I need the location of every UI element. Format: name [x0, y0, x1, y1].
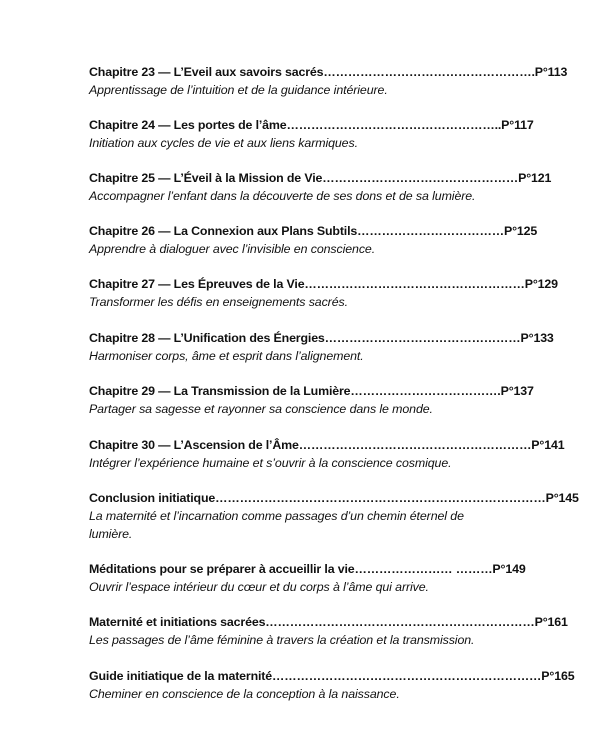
toc-entry-meditations: [89, 561, 526, 596]
toc-entry-chapter-23: [89, 64, 568, 99]
toc-entry-title[interactable]: Chapitre 26 — La Connexion aux Plans Subtils………………………………P°125: [89, 224, 538, 238]
toc-entry-title[interactable]: Conclusion initiatique………………………………………………………………………P°145: [89, 491, 579, 505]
toc-entry-guide-initiatique: [89, 668, 575, 703]
toc-entry-description: Intégrer l’expérience humaine et s’ouvrir à la conscience cosmique.: [89, 456, 452, 470]
toc-entry-description: La maternité et l’incarnation comme passages d’un chemin éternel de lumière.: [89, 509, 464, 541]
toc-entry-description: Initiation aux cycles de vie et aux liens karmiques.: [89, 136, 358, 150]
toc-entry-chapter-27: [89, 276, 558, 311]
toc-entry-title[interactable]: Chapitre 27 — Les Épreuves de la Vie………………………………………………P°129: [89, 277, 558, 291]
toc-entry-chapter-29: [89, 383, 534, 418]
toc-entry-description: Transformer les défis en enseignements sacrés.: [89, 295, 348, 309]
toc-entry-chapter-26: [89, 223, 538, 258]
toc-entry-title[interactable]: Chapitre 23 — L’Eveil aux savoirs sacrés…………………………………………….P°113: [89, 65, 568, 79]
toc-entry-title[interactable]: Maternité et initiations sacrées…………………………………………………………P°161: [89, 615, 568, 629]
toc-entry-description: Les passages de l’âme féminine à travers la création et la transmission.: [89, 633, 475, 647]
toc-entry-title[interactable]: Guide initiatique de la maternité…………………………………………………………P°165: [89, 669, 575, 683]
toc-entry-title[interactable]: Chapitre 29 — La Transmission de la Lumière……………………………….P°137: [89, 384, 534, 398]
toc-entry-conclusion: [89, 490, 579, 543]
toc-entry-title[interactable]: Chapitre 30 — L’Ascension de l’Âme…………………………………………………P°141: [89, 438, 565, 452]
toc-entry-chapter-24: [89, 117, 534, 152]
toc-entry-chapter-28: [89, 330, 554, 365]
toc-entry-maternite-initiations: [89, 614, 568, 649]
toc-entry-title[interactable]: Méditations pour se préparer à accueillir la vie…………………… ………P°149: [89, 562, 526, 576]
toc-entry-title[interactable]: Chapitre 25 — L’Éveil à la Mission de Vie…………………………………………P°121: [89, 171, 552, 185]
toc-entry-description: Harmoniser corps, âme et esprit dans l’alignement.: [89, 349, 364, 363]
toc-entry-description: Ouvrir l’espace intérieur du cœur et du corps à l’âme qui arrive.: [89, 580, 429, 594]
toc-entry-description: Accompagner l’enfant dans la découverte de ses dons et de sa lumière.: [89, 189, 476, 203]
toc-entry-description: Partager sa sagesse et rayonner sa conscience dans le monde.: [89, 402, 433, 416]
toc-entry-description: Cheminer en conscience de la conception à la naissance.: [89, 687, 400, 701]
toc-entry-title[interactable]: Chapitre 24 — Les portes de l’âme……………………………………………..P°117: [89, 118, 534, 132]
toc-entry-title[interactable]: Chapitre 28 — L’Unification des Énergies…………………………………………P°133: [89, 331, 554, 345]
toc-entry-description: Apprendre à dialoguer avec l’invisible en conscience.: [89, 242, 376, 256]
toc-entry-chapter-30: [89, 437, 565, 472]
toc-entry-description: Apprentissage de l’intuition et de la guidance intérieure.: [89, 83, 388, 97]
toc-entry-chapter-25: [89, 170, 552, 205]
